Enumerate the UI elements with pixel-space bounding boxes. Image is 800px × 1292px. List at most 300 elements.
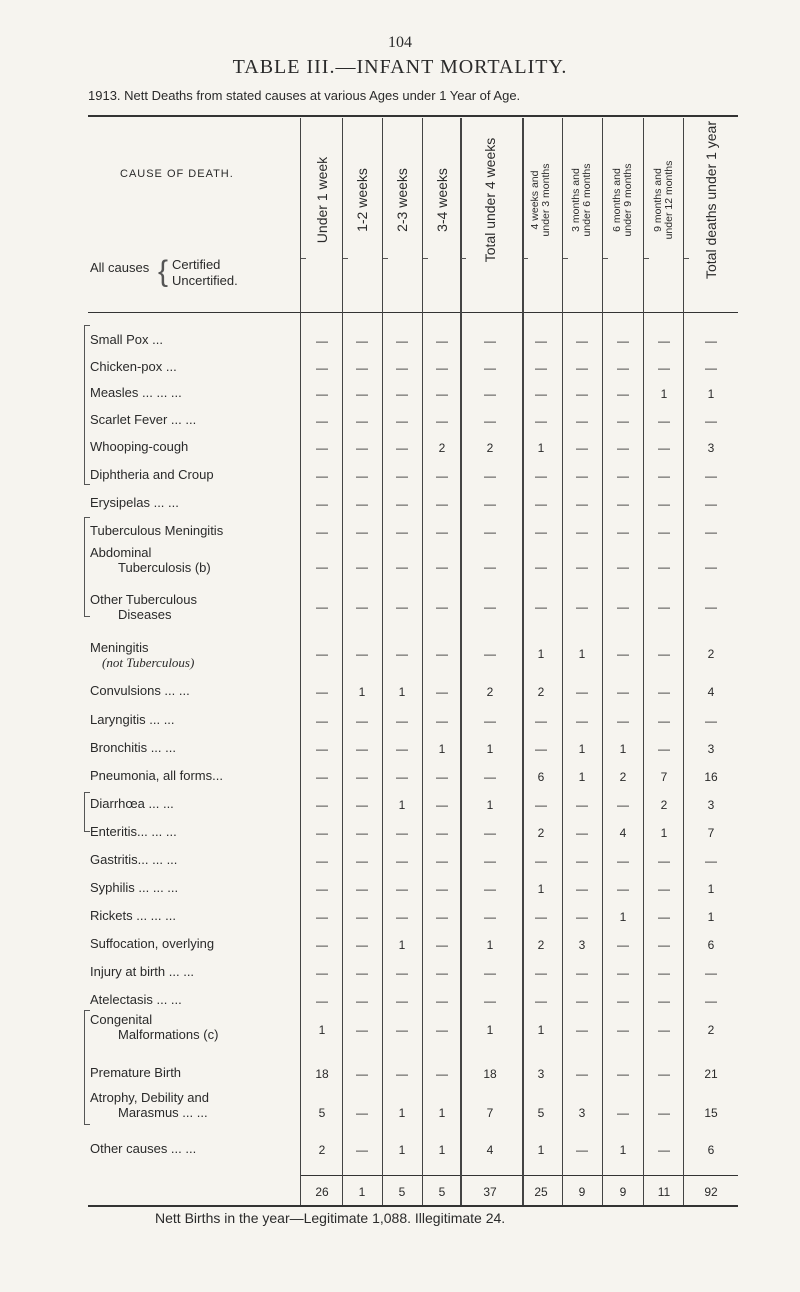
table-cell: 3	[537, 1067, 545, 1081]
column-header-text: 3 months and under 6 months	[570, 163, 593, 237]
table-cell: —	[658, 560, 670, 574]
row-label	[90, 768, 223, 783]
table-cell: —	[535, 854, 547, 868]
table-cell: —	[658, 1023, 670, 1037]
table-title: TABLE III.—INFANT MORTALITY.	[232, 56, 568, 78]
row-label-text-line2: Diseases	[118, 607, 172, 622]
table-cell: 1	[619, 742, 627, 756]
row-label	[90, 495, 179, 510]
table-cell: —	[316, 497, 328, 511]
table-cell: —	[484, 882, 496, 896]
table-cell: —	[484, 387, 496, 401]
table-cell: —	[484, 334, 496, 348]
table-cell: —	[396, 600, 408, 614]
table-cell: —	[316, 994, 328, 1008]
total-cell: 25	[534, 1185, 548, 1199]
group-bracket	[84, 517, 85, 617]
row-label-text: Suffocation, overlying	[90, 936, 215, 951]
table-cell: 2	[707, 1023, 715, 1037]
total-cell: 11	[657, 1185, 671, 1199]
header-tick	[423, 258, 428, 259]
table-cell: —	[356, 497, 368, 511]
table-cell: —	[396, 854, 408, 868]
table-cell: —	[617, 714, 629, 728]
table-cell: —	[356, 647, 368, 661]
table-cell: —	[356, 361, 368, 375]
table-cell: —	[576, 560, 588, 574]
table-cell: —	[617, 854, 629, 868]
column-header-text: Under 1 week	[314, 156, 330, 244]
table-cell: —	[576, 910, 588, 924]
row-label-text: Other causes ... ...	[90, 1141, 197, 1156]
total-cell: 5	[398, 1185, 406, 1199]
table-cell: —	[356, 1143, 368, 1157]
table-cell: 3	[707, 798, 715, 812]
row-label-text: Laryngitis ... ...	[90, 712, 175, 727]
table-cell: —	[535, 469, 547, 483]
table-cell: —	[705, 525, 717, 539]
table-cell: —	[658, 647, 670, 661]
row-label	[90, 332, 163, 347]
page-number: 104	[388, 34, 412, 51]
table-cell: —	[576, 994, 588, 1008]
table-cell: 1	[619, 1143, 627, 1157]
column-header-text: Total deaths under 1 year	[703, 121, 719, 279]
header-tick	[461, 258, 466, 259]
row-label-text: Meningitis	[90, 640, 149, 655]
table-cell: —	[535, 994, 547, 1008]
table-cell: —	[396, 1023, 408, 1037]
table-cell: —	[316, 469, 328, 483]
column-header-text: 4 weeks and under 3 months	[529, 163, 552, 237]
totals-rule	[300, 1175, 738, 1176]
table-cell: —	[576, 685, 588, 699]
column-header-text: 3-4 weeks	[434, 168, 450, 232]
table-cell: —	[705, 966, 717, 980]
table-cell: 7	[660, 770, 668, 784]
row-label-text: Abdominal	[90, 545, 152, 560]
table-cell: —	[356, 525, 368, 539]
table-cell: —	[316, 966, 328, 980]
table-cell: 6	[707, 1143, 715, 1157]
row-label	[90, 712, 175, 727]
total-cell: 5	[438, 1185, 446, 1199]
table-cell: —	[436, 826, 448, 840]
table-cell: —	[316, 387, 328, 401]
table-cell: —	[658, 714, 670, 728]
table-cell: —	[396, 334, 408, 348]
table-cell: —	[658, 334, 670, 348]
table-cell: —	[436, 1067, 448, 1081]
table-cell: —	[484, 647, 496, 661]
table-cell: —	[658, 1106, 670, 1120]
total-cell: 9	[619, 1185, 627, 1199]
table-cell: 1	[578, 647, 586, 661]
table-cell: —	[436, 798, 448, 812]
row-label-text: Atrophy, Debility and	[90, 1090, 209, 1105]
row-label	[90, 1065, 181, 1080]
table-cell: 4	[619, 826, 627, 840]
row-label	[90, 385, 182, 400]
row-label	[90, 1012, 218, 1042]
table-cell: —	[658, 497, 670, 511]
table-cell: 1	[398, 1106, 406, 1120]
table-cell: —	[484, 497, 496, 511]
table-cell: —	[396, 1067, 408, 1081]
table-cell: —	[576, 441, 588, 455]
table-cell: —	[535, 560, 547, 574]
row-label-text: Atelectasis ... ...	[90, 992, 182, 1007]
table-cell: —	[617, 685, 629, 699]
row-label-text: Tuberculous Meningitis	[90, 523, 224, 538]
row-label-text: Rickets ... ... ...	[90, 908, 176, 923]
column-divider	[683, 118, 684, 1205]
row-label	[90, 908, 176, 923]
table-cell: 1	[438, 742, 446, 756]
column-divider	[643, 118, 644, 1205]
table-cell: 1	[486, 798, 494, 812]
table-cell: —	[316, 714, 328, 728]
column-divider	[422, 118, 423, 1205]
table-cell: —	[535, 387, 547, 401]
row-label	[90, 992, 182, 1007]
table-cell: 1	[486, 1023, 494, 1037]
total-cell: 26	[315, 1185, 329, 1199]
column-divider	[562, 118, 563, 1205]
row-label-text: Injury at birth ... ...	[90, 964, 195, 979]
table-cell: —	[436, 685, 448, 699]
table-cell: 2	[438, 441, 446, 455]
table-cell: 18	[483, 1067, 497, 1081]
table-cell: —	[658, 910, 670, 924]
table-cell: —	[705, 714, 717, 728]
table-cell: —	[705, 469, 717, 483]
table-cell: —	[484, 560, 496, 574]
row-label-text: Small Pox ...	[90, 332, 163, 347]
table-cell: —	[535, 910, 547, 924]
row-label-text: Scarlet Fever ... ...	[90, 412, 197, 427]
row-label	[90, 852, 177, 867]
table-cell: —	[316, 938, 328, 952]
table-cell: —	[576, 525, 588, 539]
table-cell: —	[396, 361, 408, 375]
row-label-text: Congenital	[90, 1012, 153, 1027]
table-cell: —	[356, 826, 368, 840]
row-label	[90, 412, 196, 427]
table-cell: 6	[537, 770, 545, 784]
table-cell: —	[436, 387, 448, 401]
table-cell: —	[316, 414, 328, 428]
table-cell: —	[617, 497, 629, 511]
table-cell: —	[576, 882, 588, 896]
header-tick	[684, 258, 689, 259]
table-cell: —	[316, 854, 328, 868]
table-cell: —	[356, 560, 368, 574]
row-label-text: Convulsions ... ...	[90, 683, 190, 698]
table-cell: —	[436, 938, 448, 952]
table-cell: —	[705, 414, 717, 428]
table-cell: —	[658, 1067, 670, 1081]
table-cell: —	[484, 966, 496, 980]
header-rule	[88, 312, 738, 313]
table-cell: —	[576, 966, 588, 980]
table-cell: —	[436, 647, 448, 661]
table-cell: —	[396, 525, 408, 539]
row-label-text: Diarrhœa ... ...	[90, 796, 174, 811]
table-cell: 2	[537, 938, 545, 952]
table-cell: —	[436, 882, 448, 896]
table-cell: —	[535, 966, 547, 980]
all-causes	[90, 255, 238, 288]
table-cell: 2	[486, 441, 494, 455]
table-cell: —	[436, 525, 448, 539]
table-cell: —	[396, 469, 408, 483]
table-cell: —	[316, 742, 328, 756]
table-cell: 2	[707, 647, 715, 661]
table-cell: —	[396, 882, 408, 896]
row-label-text: Enteritis... ... ...	[90, 824, 177, 839]
table-cell: —	[658, 938, 670, 952]
table-cell: 1	[438, 1143, 446, 1157]
table-cell: —	[705, 334, 717, 348]
table-cell: —	[316, 685, 328, 699]
column-header-text: 6 months and under 9 months	[611, 163, 634, 237]
table-cell: 3	[707, 742, 715, 756]
table-cell: —	[484, 600, 496, 614]
header-tick	[603, 258, 608, 259]
table-cell: 1	[486, 742, 494, 756]
table-cell: —	[436, 770, 448, 784]
row-label	[90, 740, 176, 755]
table-cell: 1	[537, 441, 545, 455]
row-label	[90, 523, 223, 538]
table-cell: —	[617, 1106, 629, 1120]
table-cell: —	[617, 600, 629, 614]
table-cell: —	[316, 910, 328, 924]
column-divider	[300, 118, 301, 1205]
births-footer: Nett Births in the year—Legitimate 1,088. Illegitimate 24.	[155, 1210, 506, 1226]
table-cell: —	[436, 361, 448, 375]
table-cell: —	[576, 497, 588, 511]
table-cell: —	[705, 560, 717, 574]
table-cell: —	[356, 1023, 368, 1037]
total-cell: 1	[358, 1185, 366, 1199]
table-cell: —	[576, 854, 588, 868]
column-divider	[342, 118, 343, 1205]
header-tick	[563, 258, 568, 259]
table-cell: 2	[318, 1143, 326, 1157]
table-cell: —	[484, 854, 496, 868]
table-cell: —	[484, 770, 496, 784]
table-cell: —	[316, 560, 328, 574]
table-cell: 1	[398, 938, 406, 952]
table-cell: —	[576, 600, 588, 614]
table-cell: —	[356, 938, 368, 952]
table-cell: —	[705, 994, 717, 1008]
table-cell: —	[436, 334, 448, 348]
table-cell: 1	[578, 770, 586, 784]
table-cell: 3	[578, 938, 586, 952]
table-cell: —	[396, 414, 408, 428]
table-cell: —	[535, 334, 547, 348]
table-cell: —	[316, 525, 328, 539]
row-label	[90, 359, 177, 374]
table-cell: 1	[486, 938, 494, 952]
table-cell: 5	[318, 1106, 326, 1120]
table-cell: —	[436, 854, 448, 868]
table-cell: —	[436, 994, 448, 1008]
row-label	[90, 467, 214, 482]
table-cell: —	[617, 361, 629, 375]
total-cell: 9	[578, 1185, 586, 1199]
table-cell: —	[617, 798, 629, 812]
table-cell: —	[436, 469, 448, 483]
column-divider	[602, 118, 603, 1205]
table-cell: —	[396, 714, 408, 728]
table-cell: —	[316, 361, 328, 375]
row-label	[90, 964, 194, 979]
table-cell: —	[356, 469, 368, 483]
row-label-text-line2: Tuberculosis (b)	[118, 560, 211, 575]
table-cell: 3	[578, 1106, 586, 1120]
table-cell: —	[436, 1023, 448, 1037]
row-label-text: Premature Birth	[90, 1065, 182, 1080]
row-label-text: Syphilis ... ... ...	[90, 880, 179, 895]
table-cell: 1	[537, 647, 545, 661]
table-cell: —	[484, 469, 496, 483]
table-cell: —	[436, 560, 448, 574]
table-cell: 2	[486, 685, 494, 699]
table-cell: —	[436, 714, 448, 728]
table-subtitle: 1913. Nett Deaths from stated causes at various Ages under 1 Year of Age.	[88, 88, 521, 103]
table-cell: —	[436, 966, 448, 980]
table-cell: —	[356, 1067, 368, 1081]
row-label	[90, 1090, 209, 1120]
table-cell: —	[658, 525, 670, 539]
all-causes-label: All causes	[90, 260, 150, 275]
table-cell: —	[617, 560, 629, 574]
table-cell: —	[658, 414, 670, 428]
table-cell: —	[316, 647, 328, 661]
group-bracket	[84, 792, 85, 832]
table-cell: —	[484, 994, 496, 1008]
table-cell: —	[658, 742, 670, 756]
table-cell: 1	[537, 1023, 545, 1037]
table-cell: —	[705, 600, 717, 614]
table-cell: —	[617, 938, 629, 952]
row-label	[90, 936, 214, 951]
table-cell: —	[535, 414, 547, 428]
table-cell: —	[617, 469, 629, 483]
table-cell: 1	[707, 882, 715, 896]
column-divider	[460, 118, 462, 1205]
table-cell: —	[484, 910, 496, 924]
table-cell: —	[356, 414, 368, 428]
table-cell: —	[484, 525, 496, 539]
table-cell: —	[576, 361, 588, 375]
column-header-text: 1-2 weeks	[354, 168, 370, 232]
table-cell: —	[705, 361, 717, 375]
table-cell: —	[356, 387, 368, 401]
table-cell: 4	[707, 685, 715, 699]
table-cell: 6	[707, 938, 715, 952]
table-cell: 1	[438, 1106, 446, 1120]
table-cell: 1	[398, 798, 406, 812]
table-cell: —	[658, 361, 670, 375]
table-cell: 2	[537, 826, 545, 840]
table-cell: —	[316, 882, 328, 896]
table-cell: —	[356, 966, 368, 980]
table-cell: —	[658, 685, 670, 699]
table-cell: —	[705, 497, 717, 511]
header-tick	[644, 258, 649, 259]
row-label-text-line2: Marasmus ... ...	[118, 1105, 208, 1120]
table-cell: —	[356, 714, 368, 728]
table-cell: —	[316, 770, 328, 784]
row-label	[90, 592, 197, 622]
bottom-rule	[88, 1205, 738, 1207]
table-cell: 1	[537, 1143, 545, 1157]
table-cell: —	[705, 854, 717, 868]
table-cell: —	[396, 910, 408, 924]
total-cell: 92	[704, 1185, 718, 1199]
column-header-text: 2-3 weeks	[394, 168, 410, 232]
table-cell: —	[484, 826, 496, 840]
table-cell: 18	[315, 1067, 329, 1081]
table-cell: —	[658, 994, 670, 1008]
column-divider	[522, 118, 524, 1205]
row-label	[90, 796, 174, 811]
table-cell: —	[658, 441, 670, 455]
table-cell: 21	[704, 1067, 718, 1081]
table-cell: —	[617, 387, 629, 401]
table-cell: —	[396, 994, 408, 1008]
table-cell: —	[356, 798, 368, 812]
uncertified-label: Uncertified.	[172, 273, 238, 288]
top-rule	[88, 115, 738, 117]
table-cell: 1	[660, 826, 668, 840]
header-tick	[383, 258, 388, 259]
table-cell: —	[356, 854, 368, 868]
table-cell: 7	[707, 826, 715, 840]
table-cell: —	[535, 497, 547, 511]
row-label	[90, 880, 178, 895]
header-tick	[343, 258, 348, 259]
table-cell: —	[658, 854, 670, 868]
row-label	[90, 545, 211, 575]
table-cell: —	[356, 994, 368, 1008]
table-cell: 1	[707, 387, 715, 401]
table-cell: —	[356, 882, 368, 896]
table-cell: —	[396, 770, 408, 784]
table-cell: —	[356, 770, 368, 784]
row-label-text: Pneumonia, all forms...	[90, 768, 223, 783]
row-label-text: Gastritis... ... ...	[90, 852, 178, 867]
row-label-text-line2: Malformations (c)	[118, 1027, 219, 1042]
table-cell: 1	[318, 1023, 326, 1037]
table-cell: —	[356, 1106, 368, 1120]
table-cell: —	[436, 497, 448, 511]
table-cell: —	[617, 994, 629, 1008]
table-cell: —	[484, 361, 496, 375]
row-label	[90, 683, 190, 698]
column-header-text: Total under 4 weeks	[482, 137, 498, 263]
table-cell: 1	[358, 685, 366, 699]
row-label	[90, 640, 194, 671]
table-cell: —	[535, 742, 547, 756]
header-tick	[523, 258, 528, 259]
table-cell: 4	[486, 1143, 494, 1157]
